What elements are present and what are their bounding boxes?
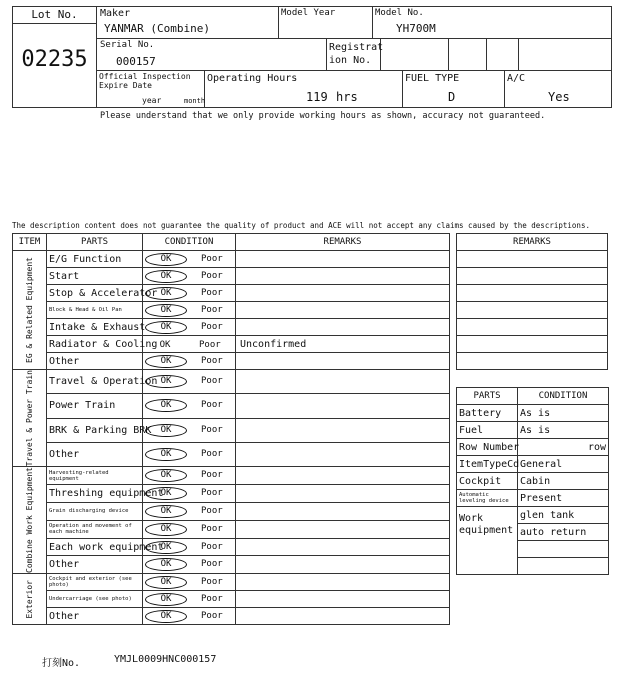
part-name: Undercarriage (see photo) <box>47 591 143 608</box>
table-row <box>13 538 450 556</box>
part-name: BRK & Parking BRK <box>47 418 143 442</box>
poor-mark: Poor <box>201 610 223 621</box>
poor-mark: Poor <box>201 576 223 587</box>
condition-cell <box>143 268 236 285</box>
right-part-name: ItemTypeCd <box>457 456 518 473</box>
month-label: month <box>184 97 206 105</box>
table-row <box>457 405 609 422</box>
part-name: Each work equipment <box>47 538 143 556</box>
condition-cell <box>143 520 236 538</box>
part-name: Intake & Exhaust <box>47 319 143 336</box>
poor-mark: Poor <box>201 449 223 460</box>
ok-circled: OK <box>145 593 187 606</box>
condition-cell <box>143 285 236 302</box>
remark-cell <box>236 442 450 466</box>
ok-circled: OK <box>145 558 187 571</box>
ok-circled: OK <box>145 424 187 437</box>
col-parts: PARTS <box>47 234 143 251</box>
group-label: EG & Related Equipment <box>25 257 34 363</box>
condition-cell <box>143 485 236 503</box>
model-no-value: YH700M <box>396 22 436 35</box>
part-name: Harvesting-related equipment <box>47 467 143 485</box>
table-row <box>13 520 450 538</box>
table-row <box>13 591 450 608</box>
poor-mark: Poor <box>201 253 223 264</box>
remark-cell <box>236 556 450 574</box>
part-name: Travel & Operation <box>47 370 143 394</box>
condition-cell <box>143 591 236 608</box>
poor-mark: Poor <box>201 470 223 481</box>
col-item: ITEM <box>13 234 47 251</box>
remark-cell <box>236 319 450 336</box>
poor-mark: Poor <box>201 541 223 552</box>
remark-cell <box>236 394 450 418</box>
ok-circled: OK <box>145 375 187 388</box>
right-part-name: Cockpit <box>457 473 518 490</box>
col-remarks: REMARKS <box>236 234 450 251</box>
right-remarks-header: REMARKS <box>457 234 608 251</box>
table-row <box>13 251 450 268</box>
table-row <box>13 336 450 353</box>
ok-circled: OK <box>145 487 187 500</box>
ok-circled: OK <box>145 399 187 412</box>
condition-table <box>12 233 450 625</box>
right-part-condition: As is <box>518 405 609 422</box>
ok-circled: OK <box>145 253 187 266</box>
part-name: Stop & Accelerator <box>47 285 143 302</box>
year-label: year <box>142 96 162 105</box>
right-part-condition: As is <box>518 422 609 439</box>
table-row <box>13 268 450 285</box>
part-name: Power Train <box>47 394 143 418</box>
condition-cell <box>143 302 236 319</box>
ok-circled: OK <box>145 321 187 334</box>
stamp-label: 打刻No. <box>42 658 81 669</box>
part-name: E/G Function <box>47 251 143 268</box>
right-part-name: Battery <box>457 405 518 422</box>
registration-label: Registrat ion No. <box>329 42 384 66</box>
ok-circled: OK <box>145 610 187 623</box>
condition-cell <box>143 251 236 268</box>
part-name: Grain discharging device <box>47 502 143 520</box>
condition-cell <box>143 608 236 625</box>
right-part-name: Fuel <box>457 422 518 439</box>
part-name: Other <box>47 442 143 466</box>
remark-cell <box>236 591 450 608</box>
poor-mark: Poor <box>201 376 223 387</box>
poor-mark: Poor <box>201 270 223 281</box>
ac-value: Yes <box>548 90 570 104</box>
serial-label: Serial No. <box>100 40 155 50</box>
condition-cell <box>143 556 236 574</box>
ok-circled: OK <box>145 576 187 589</box>
table-row <box>457 456 609 473</box>
condition-cell <box>143 574 236 591</box>
ok-circled: OK <box>145 505 187 518</box>
remark-cell <box>236 502 450 520</box>
part-name: Start <box>47 268 143 285</box>
ok-circled: OK <box>145 287 187 300</box>
poor-mark: Poor <box>201 488 223 499</box>
hours-label: Operating Hours <box>207 73 298 84</box>
ok-circled: OK <box>145 355 187 368</box>
work-equipment-value-1: glen tank <box>518 507 609 524</box>
condition-cell <box>143 418 236 442</box>
part-name: Other <box>47 608 143 625</box>
remark-cell <box>236 370 450 394</box>
part-name: Threshing equipment <box>47 485 143 503</box>
table-row <box>13 574 450 591</box>
poor-mark: Poor <box>199 339 221 350</box>
lot-box <box>12 6 97 108</box>
remark-cell <box>236 418 450 442</box>
poor-mark: Poor <box>201 304 223 315</box>
model-year-label: Model Year <box>281 8 336 18</box>
table-row <box>13 556 450 574</box>
lot-label: Lot No. <box>13 7 96 24</box>
lot-number: 02235 <box>21 47 88 72</box>
remark-cell <box>236 574 450 591</box>
part-name: Other <box>47 353 143 370</box>
poor-mark: Poor <box>201 321 223 332</box>
table-row <box>13 285 450 302</box>
poor-mark: Poor <box>201 593 223 604</box>
ok-circled: OK <box>145 469 187 482</box>
remark-cell <box>236 302 450 319</box>
condition-cell <box>143 336 236 353</box>
condition-cell <box>143 370 236 394</box>
right-part-condition: row <box>518 439 609 456</box>
table-row <box>13 608 450 625</box>
right-parts-table <box>456 387 609 575</box>
fuel-value: D <box>448 90 456 104</box>
work-equipment-label: Work equipment <box>457 507 518 575</box>
remark-cell <box>236 608 450 625</box>
group-label: Exterior <box>25 580 34 619</box>
part-name: Cockpit and exterior (see photo) <box>47 574 143 591</box>
table-row <box>13 418 450 442</box>
maker-label: Maker <box>100 8 131 19</box>
model-no-label: Model No. <box>375 8 424 18</box>
remark-cell: Unconfirmed <box>236 336 450 353</box>
serial-value: 000157 <box>116 55 156 68</box>
work-equipment-value-2: auto return <box>518 524 609 541</box>
right-part-condition: General <box>518 456 609 473</box>
condition-cell <box>143 502 236 520</box>
remark-cell <box>236 353 450 370</box>
condition-cell <box>143 442 236 466</box>
remark-cell <box>236 251 450 268</box>
table-row <box>13 502 450 520</box>
right-remarks-table <box>456 233 608 370</box>
remark-cell <box>236 285 450 302</box>
part-name: Operation and movement of each machine <box>47 520 143 538</box>
poor-mark: Poor <box>201 355 223 366</box>
remark-cell <box>236 485 450 503</box>
table-row <box>457 422 609 439</box>
right-condition-header: CONDITION <box>518 388 609 405</box>
auto-leveling-label: Automatic leveling device <box>457 490 518 507</box>
right-parts-header: PARTS <box>457 388 518 405</box>
table-row <box>457 439 609 456</box>
poor-mark: Poor <box>201 424 223 435</box>
maker-value: YANMAR (Combine) <box>104 22 210 35</box>
ok-mark: OK <box>159 339 171 350</box>
hours-unit: hrs <box>336 90 358 104</box>
inspection-label: Official Inspection Expire Date <box>99 72 191 90</box>
part-name: Other <box>47 556 143 574</box>
remark-cell <box>236 268 450 285</box>
remark-cell <box>236 467 450 485</box>
table-row <box>13 485 450 503</box>
table-row <box>13 394 450 418</box>
part-name: Block & Head & Oil Pan <box>47 302 143 319</box>
col-condition: CONDITION <box>143 234 236 251</box>
group-label: Combine Work Equipment <box>25 467 34 574</box>
condition-cell <box>143 467 236 485</box>
group-label: Travel & Power Train <box>25 370 34 467</box>
auto-leveling-value: Present <box>518 490 609 507</box>
table-row <box>13 370 450 394</box>
ok-circled: OK <box>145 541 187 554</box>
ok-circled: OK <box>145 523 187 536</box>
condition-cell <box>143 353 236 370</box>
condition-cell <box>143 394 236 418</box>
condition-cell <box>143 319 236 336</box>
remark-cell <box>236 520 450 538</box>
table-row <box>457 473 609 490</box>
right-part-name: Row Number <box>457 439 518 456</box>
ok-circled: OK <box>145 448 187 461</box>
description-disclaimer: The description content does not guarantee the quality of product and ACE will not accept any claims caused by the descriptions. <box>12 221 590 230</box>
hours-value: 119 <box>306 90 328 104</box>
poor-mark: Poor <box>201 523 223 534</box>
ok-circled: OK <box>145 304 187 317</box>
stamp-value: YMJL0009HNC000157 <box>114 654 217 665</box>
table-row <box>13 442 450 466</box>
part-name: Radiator & Cooling <box>47 336 143 353</box>
table-row <box>13 467 450 485</box>
fuel-label: FUEL TYPE <box>405 73 460 84</box>
remark-cell <box>236 538 450 556</box>
condition-cell <box>143 538 236 556</box>
poor-mark: Poor <box>201 559 223 570</box>
poor-mark: Poor <box>201 287 223 298</box>
poor-mark: Poor <box>201 505 223 516</box>
poor-mark: Poor <box>201 400 223 411</box>
ok-circled: OK <box>145 270 187 283</box>
ac-label: A/C <box>507 73 526 84</box>
hours-disclaimer: Please understand that we only provide working hours as shown, accuracy not guaranteed. <box>100 111 546 121</box>
right-part-condition: Cabin <box>518 473 609 490</box>
table-row <box>13 353 450 370</box>
table-row <box>13 302 450 319</box>
table-row <box>13 319 450 336</box>
